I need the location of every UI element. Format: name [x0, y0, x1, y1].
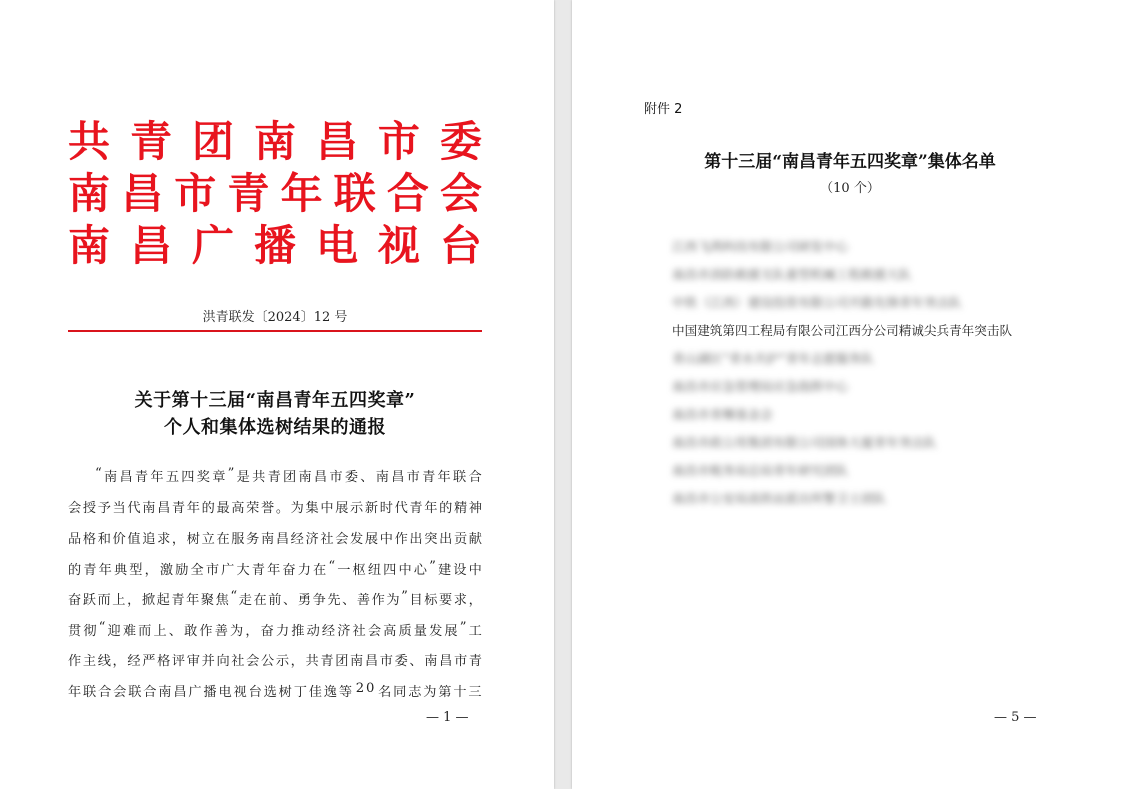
body-text-line: 年 联 合 会 联 合 南 昌 广 播 电 视 台 选 树 丁 佳 逸 等 2 0 名 同 志 为 第 十 三	[68, 681, 482, 700]
list-count: （10 个）	[820, 181, 880, 196]
attachment-label: 附件 2	[644, 102, 683, 117]
body-text-line: 会 授 予 当 代 南 昌 青 年 的 最 高 荣 誉 。 为 集 中 展 示 新 时 代 青 年 的 精 神	[68, 501, 482, 516]
body-text-line: 作 主 线 ， 经 严 格 评 审 并 向 社 会 公 示 ， 共 青 团 南 昌 市 委 、 南 昌 市 青	[68, 654, 482, 669]
list-item: 中铁（江西）建设投资有限公司开路先锋青年突击队	[672, 295, 962, 310]
body-text-line: 的 青 年 典 型 ， 激 励 全 市 广 大 青 年 奋 力 在 “ 一 枢 纽 四 中 心 ” 建 设 中	[68, 559, 482, 578]
body-text-line: 奋 跃 而 上 ， 掀 起 青 年 聚 焦 “ 走 在 前 、 勇 争 先 、 善 作 为 ” 目 标 要 求 ，	[68, 589, 482, 608]
document-number: 洪青联发〔2024〕12 号	[202, 310, 348, 325]
page-number: — 1 —	[426, 710, 469, 725]
page-number: — 5 —	[994, 710, 1037, 725]
body-text-line: “ 南 昌 青 年 五 四 奖 章 ” 是 共 青 团 南 昌 市 委 、 南 昌 市 青 年 联 合	[95, 466, 482, 485]
issuer-line-3: 南 昌 广 播 电 视 台	[68, 221, 482, 270]
issuer-line-2: 南 昌 市 青 年 联 合 会	[68, 169, 482, 218]
list-item: 南昌市青稞基金会	[672, 407, 773, 422]
document-page-1	[0, 0, 554, 789]
list-item: 南昌市税务局总局青年研究团队	[672, 463, 849, 478]
list-item: 南昌市公安局高铁站派出所警卫士团队	[672, 491, 887, 506]
document-page-2	[572, 0, 1128, 789]
list-item: 南昌市政公用集团有限公司国体大厦青年突击队	[672, 435, 937, 450]
list-title: 第十三届“南昌青年五四奖章”集体名单	[704, 152, 996, 172]
notice-title-line-1: 关于第十三届“南昌青年五四奖章”	[134, 390, 416, 411]
issuer-line-1: 共 青 团 南 昌 市 委	[68, 117, 482, 166]
body-text-line: 品 格 和 价 值 追 求 ， 树 立 在 服 务 南 昌 经 济 社 会 发 展 中 作 出 突 出 贡 献	[68, 532, 482, 547]
list-item: 南昌市应急管理局应急指挥中心	[672, 379, 849, 394]
body-text-line: 贯 彻 “ 迎 难 而 上 、 敢 作 善 为 ， 奋 力 推 动 经 济 社 会 高 质 量 发 展 ” 工	[68, 620, 482, 639]
list-item: 南昌市消防救援支队重型机械工程救援大队	[672, 267, 912, 282]
red-rule-divider	[68, 330, 482, 332]
list-item: 青山湖区“青水共护”青年志愿服务队	[672, 351, 874, 366]
list-item: 江西飞鸿科技有限公司研发中心	[672, 239, 849, 254]
list-item: 中国建筑第四工程局有限公司江西分公司精诚尖兵青年突击队	[672, 323, 1013, 338]
notice-title-line-2: 个人和集体选树结果的通报	[164, 417, 386, 438]
